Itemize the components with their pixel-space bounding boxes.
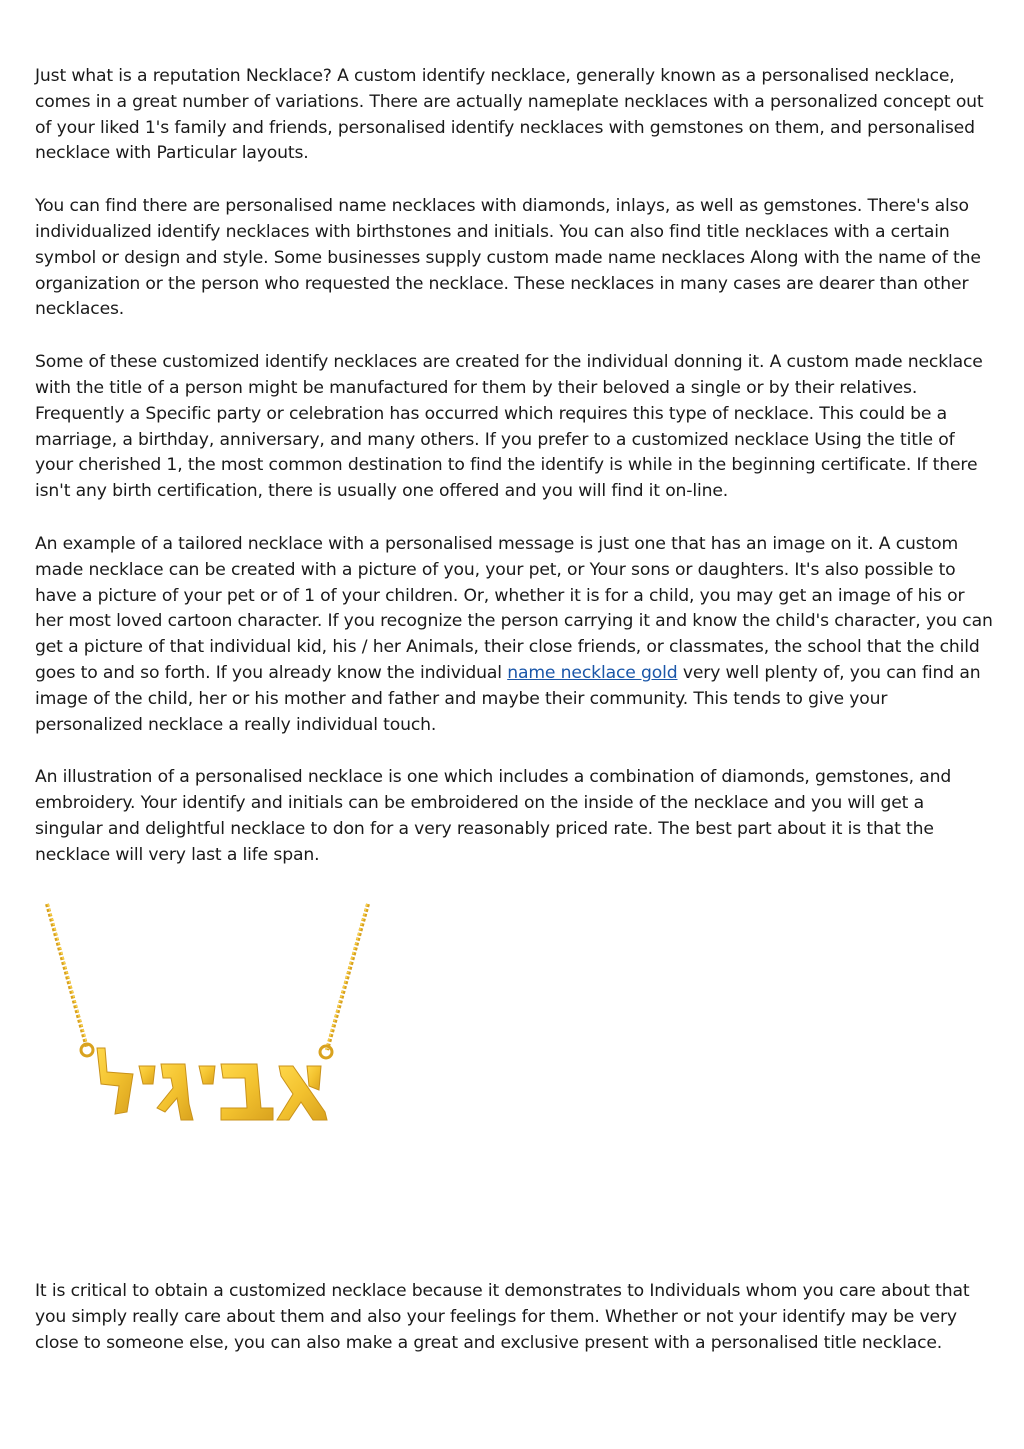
nameplate — [97, 1048, 327, 1120]
paragraph-4-text-before: An example of a tailored necklace with a personalised message is just one that has an image on it. A custom made necklace can be created with a picture of you, your pet, or Your sons or daughters. It's also possible to have a picture of your pet or of 1 of your children. Or, whether it is for a child, you may get an image of his or her most loved cartoon character. If you recognize the person carrying it and know the child's character, you can get a picture of that individual kid, his / her Animals, their close friends, or classmates, the school that the child goes to and so forth. If you already know the individual — [35, 533, 993, 683]
nameplate-text: אביגיל — [35, 898, 38, 899]
left-chain — [47, 904, 87, 1048]
paragraph-2: You can find there are personalised name necklaces with diamonds, inlays, as well as gemstones. There's also individualized identify necklaces with birthstones and initials. You can also find title necklaces with a certain symbol or design and style. Some businesses supply custom made name necklaces Along with the name of the organization or the person who requested the necklace. These necklaces in many cases are dearer than other necklaces. — [35, 196, 981, 320]
paragraph-1: Just what is a reputation Necklace? A custom identify necklace, generally known as a personalised necklace, comes in a great number of variations. There are actually nameplate necklaces with a personalized concept out of your liked 1's family and friends, personalised identify necklaces with gemstones on them, and personalised necklace with Particular layouts. — [35, 66, 984, 164]
gold-hebrew-name-necklace-image — [35, 898, 380, 1138]
right-chain — [327, 904, 368, 1050]
closing-paragraph: It is critical to obtain a customized necklace because it demonstrates to Individuals whom you care about that you simply really care about them and also your feelings for them. Whether or not your identify may be very close to someone else, you can also make a great and exclusive present with a personalised title necklace. — [35, 1281, 970, 1353]
necklace-image — [35, 898, 380, 1138]
paragraph-4 — [35, 532, 995, 738]
paragraph-5: An illustration of a personalised necklace is one which includes a combination of diamonds, gemstones, and embroidery. Your identify and initials can be embroidered on the inside of the necklace and you will get a singular and delightful necklace to don for a very reasonably priced rate. The best part about it is that the necklace will very last a life span. — [35, 767, 952, 865]
article-body — [35, 64, 995, 896]
name-necklace-gold-link[interactable]: name necklace gold — [507, 662, 678, 683]
paragraph-4-text-after: very well plenty of, you can find an image of the child, her or his mother and father and maybe their community. This tends to give your personalized necklace a really individual touch. — [35, 662, 981, 735]
paragraph-3: Some of these customized identify necklaces are created for the individual donning it. A custom made necklace with the title of a person might be manufactured for them by their beloved a single or by their relatives. Frequently a Specific party or celebration has occurred which requires this type of necklace. This could be a marriage, a birthday, anniversary, and many others. If you prefer to a customized necklace Using the title of your cherished 1, the most common destination to find the identify is while in the beginning certificate. If there isn't any birth certification, there is usually one offered and you will find it on-line. — [35, 352, 983, 502]
